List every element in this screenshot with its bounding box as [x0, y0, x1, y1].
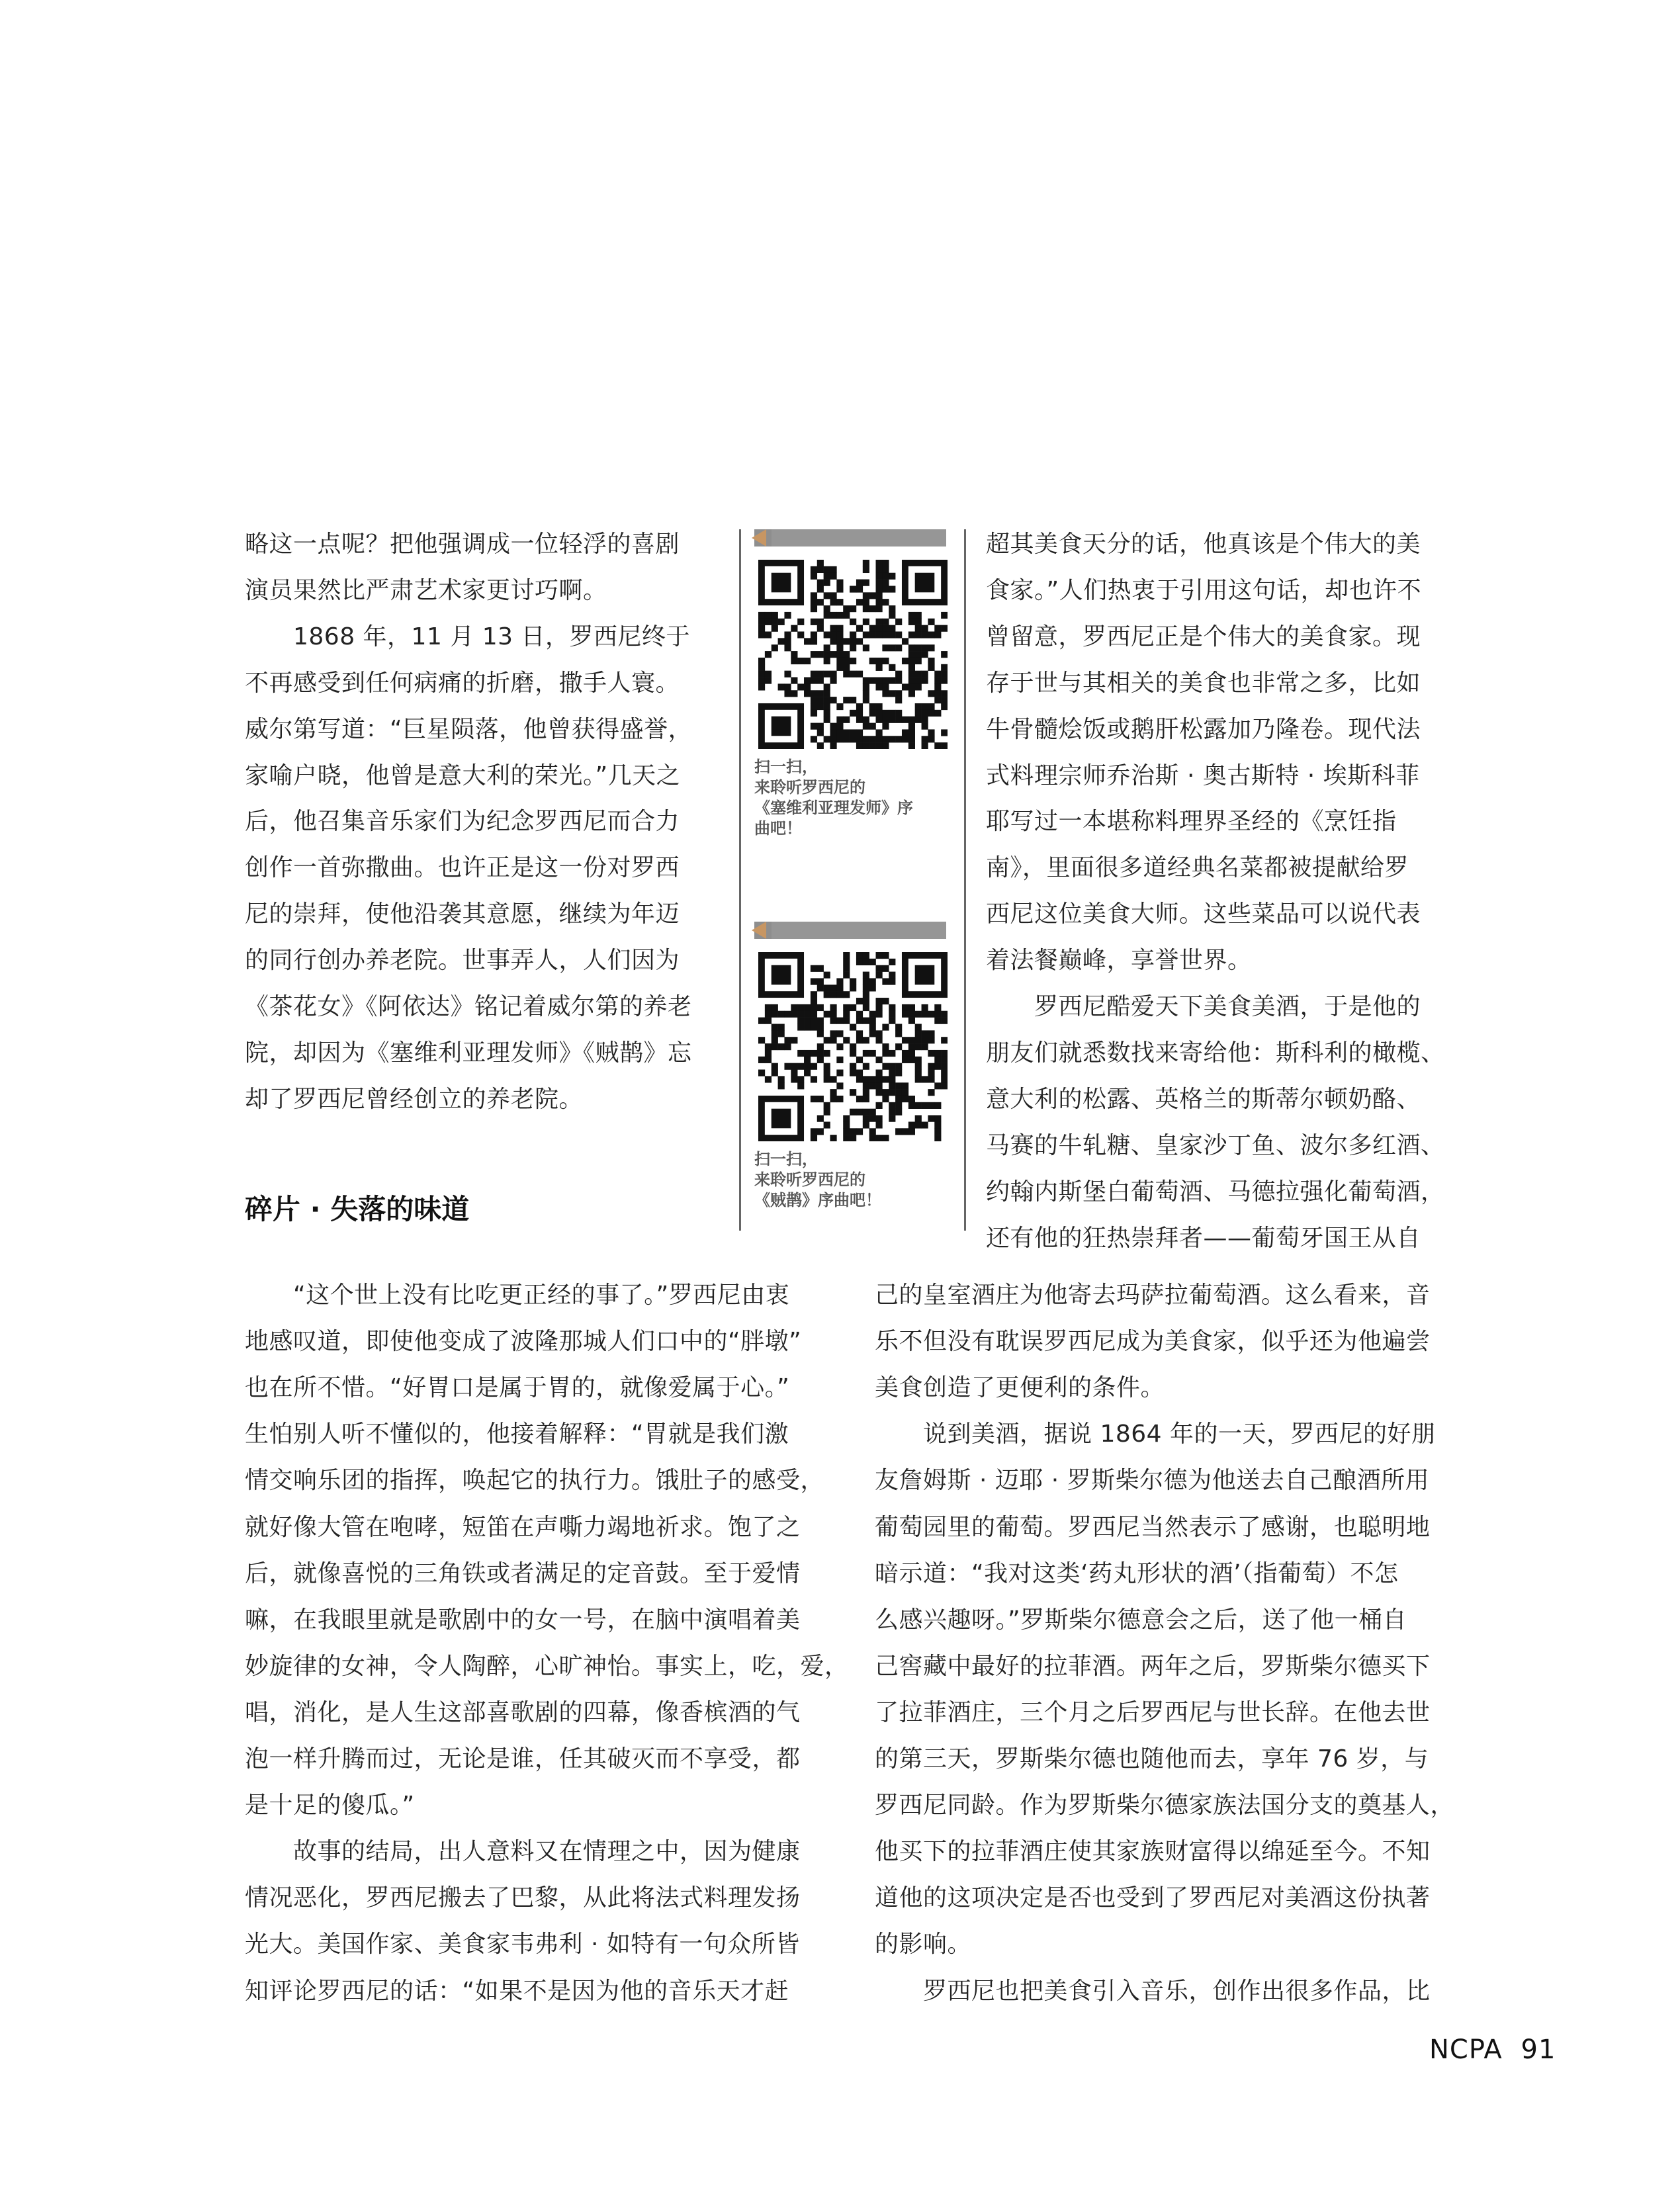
text-line: 己的皇室酒庄为他寄去玛萨拉葡萄酒。这么看来，音	[875, 1282, 1431, 1309]
text-line: 了拉菲酒庄，三个月之后罗西尼与世长辞。在他去世	[875, 1698, 1431, 1726]
section-heading: 碎片 · 失落的味道	[245, 1193, 470, 1225]
text-line: 光大。美国作家、美食家韦弗利 · 如特有一句众所皆	[245, 1931, 800, 1958]
text-line: 就好像大管在咆哮，短笛在声嘶力竭地祈求。饱了之	[245, 1513, 801, 1541]
text-line: 食家。”人们热衷于引用这句话，却也许不	[986, 576, 1422, 604]
column-divider-left	[739, 529, 741, 1231]
text-line: 罗西尼酷爱天下美食美酒，于是他的	[986, 993, 1421, 1020]
text-line: “这个世上没有比吃更正经的事了。”罗西尼由衷	[245, 1282, 790, 1309]
text-line: 己窖藏中最好的拉菲酒。两年之后，罗斯柴尔德买下	[875, 1652, 1431, 1680]
text-line: 的第三天，罗斯柴尔德也随他而去，享年 76 岁，与	[875, 1745, 1429, 1772]
text-line: 情况恶化，罗西尼搬去了巴黎，从此将法式料理发扬	[245, 1884, 801, 1912]
qr-caption-line: 扫一扫，	[754, 1150, 818, 1168]
qr-caption-line: 《贼鹊》序曲吧！	[754, 1191, 881, 1209]
qr-header-bar	[754, 922, 946, 939]
text-line: 友詹姆斯 · 迈耶 · 罗斯柴尔德为他送去自己酿酒所用	[875, 1467, 1430, 1495]
text-line: 知评论罗西尼的话：“如果不是因为他的音乐天才赶	[245, 1977, 789, 2005]
text-line: 南》，里面很多道经典名菜都被提献给罗	[986, 854, 1409, 882]
text-line: 唱，消化，是人生这部喜歌剧的四幕，像香槟酒的气	[245, 1698, 801, 1726]
text-line: 泡一样升腾而过，无论是谁，任其破灭而不享受，都	[245, 1745, 801, 1772]
text-line: 故事的结局，出人意料又在情理之中，因为健康	[245, 1838, 801, 1866]
text-line: 道他的这项决定是否也受到了罗西尼对美酒这份执著	[875, 1884, 1431, 1912]
text-line: 尼的崇拜，使他沿袭其意愿，继续为年迈	[245, 900, 680, 928]
qr-caption-line: 来聆听罗西尼的	[754, 778, 865, 797]
column-divider-right	[964, 529, 966, 1231]
text-line: 曾留意，罗西尼正是个伟大的美食家。现	[986, 623, 1421, 650]
text-line: 乐不但没有耽误罗西尼成为美食家，似乎还为他遍尝	[875, 1328, 1431, 1356]
text-line: 超其美食天分的话，他真该是个伟大的美	[986, 531, 1421, 558]
text-line: 约翰内斯堡白葡萄酒、马德拉强化葡萄酒，	[986, 1178, 1445, 1205]
qr-caption-line: 扫一扫，	[754, 758, 818, 776]
text-line: 的同行创办养老院。世事弄人，人们因为	[245, 947, 680, 975]
qr-caption-line: 曲吧！	[754, 819, 802, 838]
text-line: 他买下的拉菲酒庄使其家族财富得以绵延至今。不知	[875, 1838, 1431, 1866]
text-line: 嘛，在我眼里就是歌剧中的女一号，在脑中演唱着美	[245, 1606, 801, 1634]
magazine-name: NCPA	[1429, 2035, 1503, 2065]
text-line: 牛骨髓烩饭或鹅肝松露加乃隆卷。现代法	[986, 715, 1421, 743]
text-line: 说到美酒，据说 1864 年的一天，罗西尼的好朋	[875, 1421, 1436, 1448]
text-line: 存于世与其相关的美食也非常之多，比如	[986, 669, 1421, 697]
text-line: 威尔第写道：“巨星陨落，他曾获得盛誉，	[245, 715, 693, 743]
text-line: 创作一首弥撒曲。也许正是这一份对罗西	[245, 854, 680, 882]
text-line: 暗示道：“我对这类‘药丸形状的酒’（指葡萄）不怎	[875, 1559, 1399, 1587]
text-line: 后，就像喜悦的三角铁或者满足的定音鼓。至于爱情	[245, 1559, 801, 1587]
text-line: 1868 年，11 月 13 日，罗西尼终于	[245, 623, 691, 650]
text-line: 演员果然比严肃艺术家更讨巧啊。	[245, 576, 607, 604]
page-number: 91	[1521, 2035, 1556, 2065]
text-line: 马赛的牛轧糖、皇家沙丁鱼、波尔多红酒、	[986, 1131, 1445, 1159]
text-line: 葡萄园里的葡萄。罗西尼当然表示了感谢，也聪明地	[875, 1513, 1431, 1541]
text-line: 略这一点呢？把他强调成一位轻浮的喜剧	[245, 531, 680, 558]
qr-caption-line: 《塞维利亚理发师》序	[754, 799, 913, 817]
text-line: 么感兴趣呀。”罗斯柴尔德意会之后，送了他一桶自	[875, 1606, 1407, 1634]
text-line: 后，他召集音乐家们为纪念罗西尼而合力	[245, 808, 680, 836]
text-line: 《茶花女》《阿依达》铭记着威尔第的养老	[245, 993, 692, 1020]
text-line: 罗西尼同龄。作为罗斯柴尔德家族法国分支的奠基人，	[875, 1792, 1455, 1819]
text-line: 罗西尼也把美食引入音乐，创作出很多作品，比	[875, 1977, 1431, 2005]
qr-code[interactable]	[758, 952, 948, 1141]
qr-header-bar	[754, 529, 946, 547]
text-line: 家喻户晓，他曾是意大利的荣光。”几天之	[245, 762, 681, 789]
page-footer	[1429, 2035, 1556, 2065]
text-line: 式料理宗师乔治斯 · 奥古斯特 · 埃斯科菲	[986, 762, 1420, 789]
text-line: 却了罗西尼曾经创立的养老院。	[245, 1085, 584, 1113]
text-line: 还有他的狂热崇拜者——葡萄牙国王从自	[986, 1224, 1421, 1252]
text-line: 着法餐巅峰，享誉世界。	[986, 947, 1252, 975]
text-line: 院，却因为《塞维利亚理发师》《贼鹊》忘	[245, 1039, 692, 1067]
qr-caption-line: 来聆听罗西尼的	[754, 1170, 865, 1189]
text-line: 西尼这位美食大师。这些菜品可以说代表	[986, 900, 1421, 928]
play-arrow-icon	[752, 922, 766, 939]
text-line: 生怕别人听不懂似的，他接着解释：“胃就是我们激	[245, 1421, 789, 1448]
play-arrow-icon	[752, 529, 766, 547]
text-line: 地感叹道，即使他变成了波隆那城人们口中的“胖墩”	[245, 1328, 802, 1356]
text-line: 妙旋律的女神，令人陶醉，心旷神怡。事实上，吃，爱，	[245, 1652, 849, 1680]
text-line: 情交响乐团的指挥，唤起它的执行力。饿肚子的感受，	[245, 1467, 825, 1495]
text-line: 朋友们就悉数找来寄给他：斯科利的橄榄、	[986, 1039, 1445, 1067]
text-line: 也在所不惜。“好胃口是属于胃的，就像爱属于心。”	[245, 1374, 790, 1402]
qr-code[interactable]	[758, 560, 948, 749]
text-line: 的影响。	[875, 1931, 972, 1958]
text-line: 耶写过一本堪称料理界圣经的《烹饪指	[986, 808, 1397, 836]
text-line: 是十足的傻瓜。”	[245, 1792, 415, 1819]
text-line: 不再感受到任何病痛的折磨，撒手人寰。	[245, 669, 680, 697]
text-line: 意大利的松露、英格兰的斯蒂尔顿奶酪、	[986, 1085, 1421, 1113]
text-line: 美食创造了更便利的条件。	[875, 1374, 1165, 1402]
